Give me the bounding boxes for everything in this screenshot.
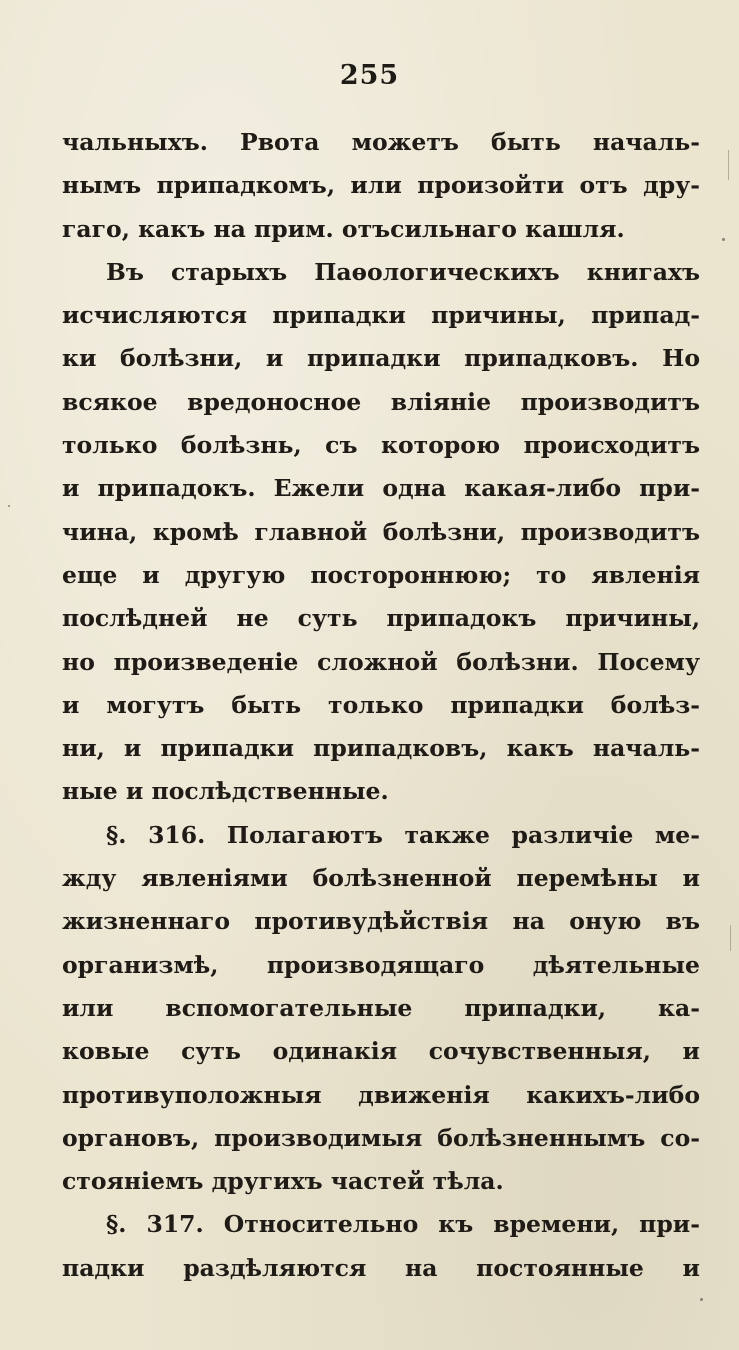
text-line: и припадокъ. Ежели одна какая-либо при- [62, 474, 700, 503]
text-line: еще и другую постороннюю; то явленія [62, 560, 700, 589]
text-line: но произведеніе сложной болѣзни. Посему [62, 647, 700, 676]
text-line: стояніемъ другихъ частей тѣла. [62, 1167, 504, 1196]
paragraph [62, 251, 700, 814]
text-line: послѣдней не суть припадокъ причины, [62, 604, 700, 633]
paper-speck [8, 505, 10, 507]
text-line: Въ старыхъ Паѳологическихъ книгахъ [106, 257, 700, 286]
text-line: жизненнаго противудѣйствія на оную въ [62, 907, 700, 936]
text-line: исчисляются припадки причины, припад- [62, 301, 700, 330]
paragraph [62, 814, 700, 1204]
paper-edge-mark [728, 150, 729, 180]
text-line: чина, кромѣ главной болѣзни, производитъ [62, 517, 700, 546]
text-line: ки болѣзни, и припадки припадковъ. Но [62, 344, 700, 373]
paper-speck [700, 1298, 703, 1301]
text-line: §. 317. Относительно къ времени, при- [106, 1210, 700, 1239]
text-line: органовъ, производимыя болѣзненнымъ со- [62, 1123, 700, 1152]
paragraph [62, 121, 700, 251]
text-line: ные и послѣдственные. [62, 777, 389, 806]
text-line: гаго, какъ на прим. отъсильнаго кашля. [62, 214, 625, 243]
paragraph [62, 1203, 700, 1290]
body-text [62, 121, 700, 1290]
text-line: падки раздѣляются на постоянные и [62, 1253, 700, 1282]
text-line: организмѣ, производящаго дѣятельные [62, 950, 700, 979]
paper-edge-mark [730, 925, 731, 951]
text-line: нымъ припадкомъ, или произойти отъ дру- [62, 171, 700, 200]
text-line: или вспомогательные припадки, ка- [62, 993, 700, 1022]
text-line: ковые суть одинакія сочувственныя, и [62, 1037, 700, 1066]
text-line: противуположныя движенія какихъ-либо [62, 1080, 700, 1109]
text-line: всякое вредоносное вліяніе производитъ [62, 387, 700, 416]
text-line: ни, и припадки припадковъ, какъ началь- [62, 734, 700, 763]
text-line: и могутъ быть только припадки болѣз- [62, 690, 700, 719]
text-line: чальныхъ. Рвота можетъ быть началь- [62, 128, 700, 156]
text-line: жду явленіями болѣзненной перемѣны и [62, 864, 700, 893]
text-line: только болѣзнь, съ которою происходитъ [62, 431, 700, 460]
paper-speck [722, 238, 725, 241]
text-line: §. 316. Полагаютъ также различіе ме- [106, 820, 700, 849]
page-number: 255 [339, 60, 400, 91]
